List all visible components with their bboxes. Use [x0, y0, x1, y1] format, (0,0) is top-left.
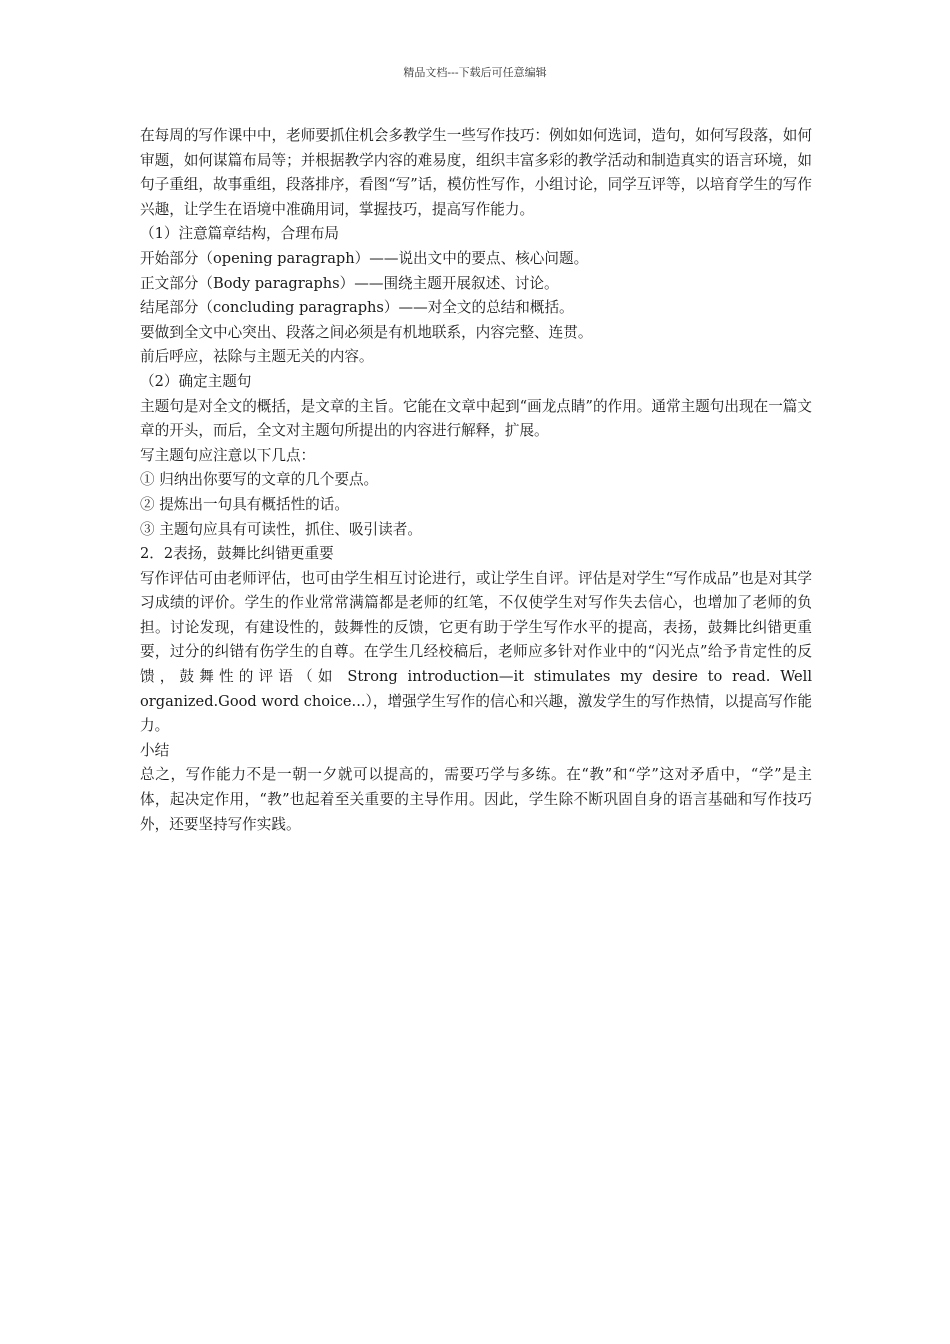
section-heading-structure: （1）注意篇章结构，合理布局 — [140, 225, 340, 243]
topic-sentence-tips-heading: 写主题句应注意以下几点： — [140, 446, 316, 464]
structure-body-line: 正文部分（Body paragraphs）——围绕主题开展叙述、讨论。 — [140, 274, 559, 292]
page-header: 精品文档---下载后可任意编辑 — [403, 66, 547, 79]
topic-sentence-paragraph: 主题句是对全文的概括，是文章的主旨。它能在文章中起到“画龙点睛”的作用。通常主题句出现在一篇文章的开头，而后，全文对主题句所提出的内容进行解释，扩展。 — [140, 397, 812, 440]
structure-coherence-line: 要做到全文中心突出、段落之间必须是有机地联系，内容完整、连贯。 — [140, 323, 593, 341]
structure-concluding-line: 结尾部分（concluding paragraphs）——对全文的总结和概括。 — [140, 299, 574, 317]
topic-sentence-tip-2: ② 提炼出一句具有概括性的话。 — [140, 495, 349, 513]
section-heading-topic-sentence: （2）确定主题句 — [140, 372, 252, 390]
topic-sentence-tip-1: ① 归纳出你要写的文章的几个要点。 — [140, 471, 379, 489]
summary-heading: 小结 — [140, 741, 170, 759]
praise-paragraph: 写作评估可由老师评估，也可由学生相互讨论进行，或让学生自评。评估是对学生“写作成品”也是对其学习成绩的评价。学生的作业常常满篇都是老师的红笔，不仅使学生对写作失去信心，也增加了老师的负担。讨论发现，有建设性的，鼓舞性的反馈，它更有助于学生写作水平的提高，表扬，鼓舞比纠错更重要，过分的纠错有伤学生的自尊。在学生几经校稿后，老师应多针对作业中的“闪光点”给予肯定性的反馈，鼓舞性的评语（如 Strong introduction—it stimulates my desire to read. Well organized.Good word choice...），增强学生写作的信心和兴趣，激发学生的写作热情，以提高写作能力。 — [140, 569, 812, 735]
structure-opening-line: 开始部分（opening paragraph）——说出文中的要点、核心问题。 — [140, 249, 589, 267]
topic-sentence-tip-3: ③ 主题句应具有可读性，抓住、吸引读者。 — [140, 520, 422, 538]
intro-paragraph: 在每周的写作课中中，老师要抓住机会多教学生一些写作技巧：例如如何选词，造句，如何写段落，如何审题，如何谋篇布局等；并根据教学内容的难易度，组织丰富多彩的教学活动和制造真实的语言环境，如句子重组，故事重组，段落排序，看图“写”话，模仿性写作，小组讨论，同学互评等，以培育学生的写作兴趣，让学生在语境中准确用词，掌握技巧，提高写作能力。 — [140, 127, 812, 218]
document-body — [140, 124, 812, 837]
structure-relevance-line: 前后呼应，祛除与主题无关的内容。 — [140, 348, 374, 366]
section-heading-praise: 2．2表扬，鼓舞比纠错更重要 — [140, 545, 334, 563]
summary-paragraph: 总之，写作能力不是一朝一夕就可以提高的，需要巧学与多练。在“教”和“学”这对矛盾中，“学”是主体，起决定作用，“教”也起着至关重要的主导作用。因此，学生除不断巩固自身的语言基础和写作技巧外，还要坚持写作实践。 — [140, 766, 812, 833]
